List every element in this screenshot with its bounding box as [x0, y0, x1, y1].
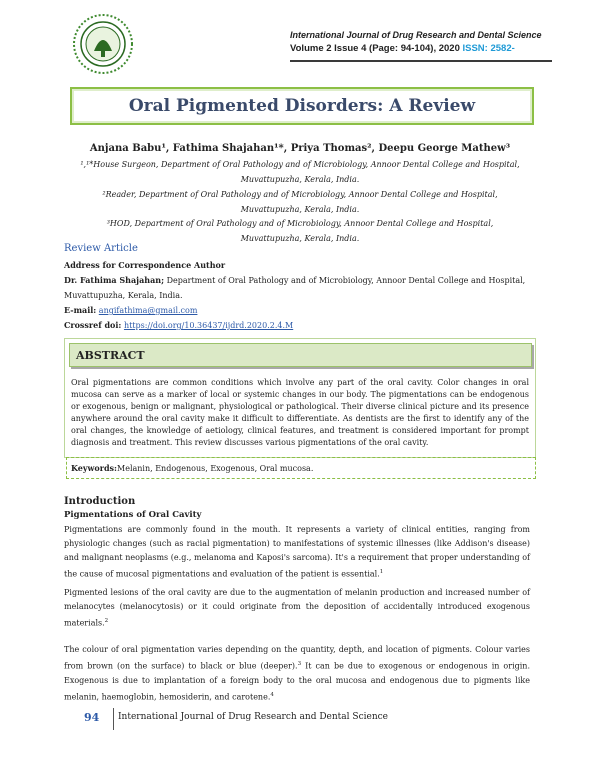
title-box — [70, 87, 534, 125]
reference-marker: 4 — [270, 691, 274, 698]
keywords-text: Melanin, Endogenous, Exogenous, Oral mucosa. — [117, 463, 314, 473]
affiliation-line: ¹,¹*House Surgeon, Department of Oral Pathology and of Microbiology, Annoor Dental College and Hospital, — [80, 160, 520, 169]
paragraph-text: The colour of oral pigmentation varies depending on the quantity, depth, and location of pigments. Colour varies from brown (on the surface) to black or blue (deeper). — [64, 645, 530, 671]
email-link[interactable]: angifathima@gmail.com — [98, 306, 198, 315]
correspondence-block — [64, 258, 534, 333]
email-label: E-mail: — [64, 305, 97, 315]
affiliation-line: Muvattupuzha, Kerala, India. — [240, 234, 360, 243]
volume-info: Volume 2 Issue 4 (Page: 94-104), 2020 — [290, 43, 460, 54]
authors: Anjana Babu¹, Fathima Shajahan¹*, Priya Thomas², Deepu George Mathew³ — [89, 143, 511, 154]
keywords-label: Keywords: — [71, 463, 118, 473]
header-rule — [290, 60, 552, 62]
doi-link[interactable]: https://doi.org/10.36437/ijdrd.2020.2.4.M — [123, 321, 294, 330]
paragraph — [64, 586, 530, 631]
affiliation-line: Muvattupuzha, Kerala, India. — [240, 205, 360, 214]
paragraph-text: Pigmentations are commonly found in the mouth. It represents a variety of clinical entities, ranging from physiologic changes (such as racial pigmentation) to manifestations of systemic illnesses (like Addison's disease) and malignant neoplasms (e.g., melanoma and Kaposi's sarcoma). It's a requirement that proper understanding of the cause of mucosal pigmentations and evaluation of the patient is essential. — [64, 525, 530, 579]
paragraph-text: Pigmented lesions of the oral cavity are due to the augmentation of melanin production and increased number of melanocytes (melanocytosis) or it could originate from the deposition of accidentally introduced exogenous materials. — [64, 588, 530, 628]
correspondence-name: Dr. Fathima Shajahan; — [64, 275, 165, 285]
reference-marker: 1 — [379, 569, 384, 575]
article-title: Oral Pigmented Disorders: A Review — [128, 96, 476, 116]
abstract-header — [69, 343, 532, 367]
paragraph — [64, 523, 530, 582]
journal-header — [290, 30, 552, 54]
abstract-heading: ABSTRACT — [76, 348, 145, 362]
reference-marker: 3 — [297, 661, 302, 667]
affiliation-line: ²Reader, Department of Oral Pathology and of Microbiology, Annoor Dental College and Hospital, — [102, 190, 498, 199]
paragraph — [64, 643, 530, 704]
article-type: Review Article — [64, 243, 138, 254]
footer-divider — [113, 708, 114, 730]
keywords-box — [66, 457, 536, 479]
journal-logo — [72, 13, 134, 75]
footer-journal-name: International Journal of Drug Research and Dental Science — [118, 712, 388, 722]
paragraph-text: It can be due to exogenous or endogenous in origin. Exogenous is due to implantation of a foreign body to the oral mucosa and endogenous due to pigments like melanin, haemoglobin, hemosiderin, and carotene. — [64, 661, 530, 702]
journal-name: International Journal of Drug Research and Dental Science — [290, 30, 542, 40]
abstract-text: Oral pigmentations are common conditions which involve any part of the oral cavity. Color changes in oral mucosa can serve as a marker of local or systemic changes in our body. The pigmentations can be endogenous or exogenous, benign or malignant, physiological or pathological. Their diverse clinical picture and its presence anywhere around the oral cavity make it difficult to differentiate. As dentists are the first to identify any of the oral changes, the knowledge of aetiology, clinical features, and treatment is considered important for prompt diagnosis and treatment. This review discusses various pigmentations of the oral cavity. — [71, 378, 529, 447]
reference-marker: 2 — [104, 618, 109, 624]
affiliation-line: Muvattupuzha, Kerala, India. — [240, 175, 360, 184]
page-number: 94 — [84, 711, 100, 724]
issn: ISSN: 2582- — [462, 43, 515, 54]
correspondence-heading: Address for Correspondence Author — [64, 260, 226, 270]
doi-label: Crossref doi: — [64, 320, 122, 330]
affiliation-line: ³HOD, Department of Oral Pathology and of Microbiology, Annoor Dental College and Hospital, — [106, 219, 494, 228]
abstract-box — [64, 338, 536, 458]
introduction-heading: Introduction — [64, 496, 136, 507]
volume-line — [290, 43, 552, 54]
subsection-heading: Pigmentations of Oral Cavity — [64, 510, 202, 520]
correspondence-address: Department of Oral Pathology and of Microbiology, Annoor Dental College and Hospital, Muvattupuzha, Kerala, India. — [64, 276, 526, 300]
